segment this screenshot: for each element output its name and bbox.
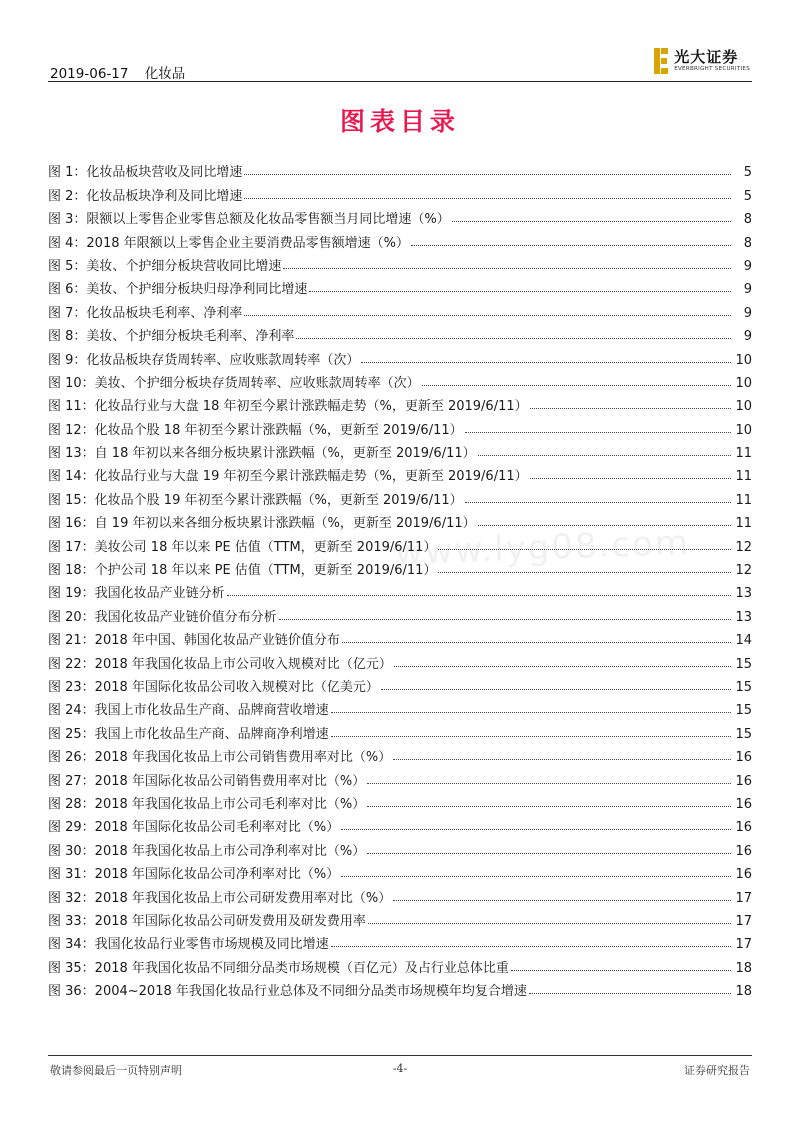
report-sector: 化妆品: [144, 66, 186, 82]
toc-entry[interactable]: [48, 297, 752, 320]
toc-dot-leader: [393, 900, 731, 901]
toc-dot-leader: [393, 759, 731, 760]
toc-dot-leader: [361, 362, 731, 363]
toc-entry-label: 图 24：我国上市化妆品生产商、品牌商营收增速: [48, 703, 329, 719]
toc-entry[interactable]: [48, 906, 752, 929]
toc-entry-label: 图 14：化妆品行业与大盘 19 年初至今累计涨跌幅走势（%，更新至 2019/6/11）: [48, 469, 528, 485]
footer-disclaimer: 敬请参阅最后一页特别声明: [50, 1064, 182, 1077]
toc-dot-leader: [438, 572, 731, 573]
toc-entry[interactable]: [48, 835, 752, 858]
header-info: [50, 62, 197, 82]
toc-entry[interactable]: [48, 157, 752, 180]
toc-dot-leader: [381, 689, 731, 690]
toc-entry-label: 图 30：2018 年我国化妆品上市公司净利率对比（%）: [48, 843, 366, 859]
toc-entry-label: 图 31：2018 年国际化妆品公司净利率对比（%）: [48, 867, 340, 883]
watermark: www.lyg08.com: [394, 522, 691, 574]
toc-entry-page: 18: [735, 960, 752, 976]
toc-entry-label: 图 4：2018 年限额以上零售企业主要消费品零售额增速（%）: [48, 235, 409, 251]
toc-entry-page: 10: [735, 352, 752, 368]
toc-dot-leader: [394, 666, 731, 667]
toc-entry-label: 图 19：我国化妆品产业链分析: [48, 586, 225, 602]
everbright-logo: [654, 48, 750, 74]
toc-entry[interactable]: [48, 929, 752, 952]
toc-entry-page: 16: [735, 820, 752, 836]
toc-dot-leader: [530, 408, 731, 409]
toc-dot-leader: [529, 993, 731, 994]
toc-entry-label: 图 34：我国化妆品行业零售市场规模及同比增速: [48, 937, 329, 953]
toc-dot-leader: [244, 315, 731, 316]
toc-dot-leader: [367, 853, 731, 854]
toc-entry-label: 图 26：2018 年我国化妆品上市公司销售费用率对比（%）: [48, 750, 392, 766]
toc-entry[interactable]: [48, 742, 752, 765]
toc-dot-leader: [283, 268, 731, 269]
toc-entry-page: 17: [735, 937, 752, 953]
toc-entry-page: 8: [743, 235, 752, 251]
toc-entry[interactable]: [48, 578, 752, 601]
toc-entry-page: 11: [735, 516, 752, 532]
toc-entry-label: 图 9：化妆品板块存货周转率、应收账款周转率（次）: [48, 352, 360, 368]
toc-dot-leader: [367, 806, 731, 807]
toc-dot-leader: [511, 970, 731, 971]
toc-dot-leader: [244, 198, 731, 199]
toc-entry-label: 图 8：美妆、个护细分板块毛利率、净利率: [48, 329, 295, 345]
toc-entry-label: 图 7：化妆品板块毛利率、净利率: [48, 305, 243, 321]
toc-entry-page: 10: [735, 375, 752, 391]
toc-entry-label: 图 3：限额以上零售企业零售总额及化妆品零售额当月同比增速（%）: [48, 212, 450, 228]
toc-entry[interactable]: [48, 391, 752, 414]
toc-entry[interactable]: [48, 718, 752, 741]
toc-dot-leader: [331, 946, 731, 947]
toc-entry-label: 图 33：2018 年国际化妆品公司研发费用及研发费用率: [48, 913, 366, 929]
toc-entry[interactable]: [48, 789, 752, 812]
toc-dot-leader: [368, 923, 731, 924]
toc-entry-label: 图 1：化妆品板块营收及同比增速: [48, 165, 243, 181]
logo-mark-icon: [654, 48, 668, 74]
toc-dot-leader: [341, 876, 731, 877]
toc-entry-page: 10: [735, 399, 752, 415]
toc-entry-page: 16: [735, 750, 752, 766]
toc-entry-label: 图 10：美妆、个护细分板块存货周转率、应收账款周转率（次）: [48, 375, 420, 391]
toc-dot-leader: [452, 221, 731, 222]
toc-dot-leader: [341, 829, 731, 830]
toc-entry[interactable]: [48, 484, 752, 507]
toc-entry-page: 10: [735, 422, 752, 438]
logo-english-name: EVERBRIGHT SECURITIES: [674, 66, 750, 72]
page-number: -4-: [392, 1062, 408, 1075]
toc-entry-label: 图 21：2018 年中国、韩国化妆品产业链价值分布: [48, 633, 340, 649]
toc-dot-leader: [227, 595, 731, 596]
toc-entry[interactable]: [48, 251, 752, 274]
toc-entry[interactable]: [48, 414, 752, 437]
toc-dot-leader: [296, 338, 731, 339]
toc-entry-page: 13: [735, 586, 752, 602]
toc-entry-page: 17: [735, 913, 752, 929]
toc-entry-label: 图 18：个护公司 18 年以来 PE 估值（TTM，更新至 2019/6/11）: [48, 563, 437, 579]
toc-entry-label: 图 11：化妆品行业与大盘 18 年初至今累计涨跌幅走势（%，更新至 2019/6/11）: [48, 399, 528, 415]
toc-dot-leader: [465, 502, 731, 503]
toc-entry-label: 图 17：美妆公司 18 年以来 PE 估值（TTM，更新至 2019/6/11）: [48, 539, 437, 555]
toc-entry[interactable]: [48, 227, 752, 250]
page-footer: [48, 1062, 752, 1080]
toc-entry[interactable]: [48, 859, 752, 882]
toc-entry[interactable]: [48, 274, 752, 297]
toc-entry[interactable]: [48, 180, 752, 203]
toc-entry[interactable]: [48, 508, 752, 531]
toc-entry[interactable]: [48, 625, 752, 648]
toc-entry[interactable]: [48, 601, 752, 624]
toc-dot-leader: [331, 712, 731, 713]
toc-entry-label: 图 23：2018 年国际化妆品公司收入规模对比（亿美元）: [48, 679, 379, 695]
toc-entry-label: 图 29：2018 年国际化妆品公司毛利率对比（%）: [48, 820, 340, 836]
toc-entry[interactable]: [48, 648, 752, 671]
toc-entry-page: 9: [743, 258, 752, 274]
toc-entry[interactable]: [48, 344, 752, 367]
toc-entry[interactable]: [48, 461, 752, 484]
toc-dot-leader: [411, 245, 731, 246]
toc-dot-leader: [309, 291, 731, 292]
toc-entry-page: 12: [735, 563, 752, 579]
toc-entry-page: 16: [735, 867, 752, 883]
toc-entry[interactable]: [48, 812, 752, 835]
toc-entry-label: 图 35：2018 年我国化妆品不同细分品类市场规模（百亿元）及占行业总体比重: [48, 960, 509, 976]
toc-entry-page: 15: [735, 679, 752, 695]
toc-entry-page: 18: [735, 984, 752, 1000]
toc-entry-page: 5: [743, 188, 752, 204]
toc-entry-label: 图 25：我国上市化妆品生产商、品牌商净利增速: [48, 726, 329, 742]
toc-entry-label: 图 5：美妆、个护细分板块营收同比增速: [48, 258, 282, 274]
logo-chinese-name: 光大证券: [674, 48, 739, 66]
toc-entry-page: 15: [735, 703, 752, 719]
toc-entry-page: 5: [743, 165, 752, 181]
toc-entry-label: 图 12：化妆品个股 18 年初至今累计涨跌幅（%，更新至 2019/6/11）: [48, 422, 463, 438]
page-header: [48, 44, 752, 82]
toc-dot-leader: [422, 385, 731, 386]
toc-entry[interactable]: [48, 531, 752, 554]
toc-entry-label: 图 16：自 19 年初以来各细分板块累计涨跌幅（%，更新至 2019/6/11）: [48, 516, 476, 532]
header-divider: [48, 81, 752, 82]
toc-entry-page: 16: [735, 843, 752, 859]
toc-entry[interactable]: [48, 952, 752, 975]
toc-entry-label: 图 32：2018 年我国化妆品上市公司研发费用率对比（%）: [48, 890, 392, 906]
toc-dot-leader: [438, 549, 731, 550]
toc-entry-page: 9: [743, 282, 752, 298]
toc-entry[interactable]: [48, 368, 752, 391]
toc-entry-label: 图 28：2018 年我国化妆品上市公司毛利率对比（%）: [48, 796, 366, 812]
toc-entry[interactable]: [48, 555, 752, 578]
toc-dot-leader: [367, 783, 731, 784]
toc-entry-page: 9: [743, 329, 752, 345]
toc-entry[interactable]: [48, 695, 752, 718]
toc-entry-page: 8: [743, 212, 752, 228]
footer-divider: [48, 1055, 752, 1056]
toc-entry[interactable]: [48, 438, 752, 461]
page-title: 图表目录: [339, 107, 460, 136]
toc-entry-label: 图 2：化妆品板块净利及同比增速: [48, 188, 243, 204]
toc-entry-page: 16: [735, 773, 752, 789]
toc-entry-label: 图 36：2004~2018 年我国化妆品行业总体及不同细分品类市场规模年均复合增速: [48, 984, 527, 1000]
toc-dot-leader: [244, 174, 731, 175]
toc-entry[interactable]: [48, 765, 752, 788]
toc-entry-label: 图 6：美妆、个护细分板块归母净利同比增速: [48, 282, 308, 298]
toc-entry-label: 图 15：化妆品个股 19 年初至今累计涨跌幅（%，更新至 2019/6/11）: [48, 492, 463, 508]
toc-entry-page: 15: [735, 726, 752, 742]
toc-entry-page: 12: [735, 539, 752, 555]
toc-entry-label: 图 20：我国化妆品产业链价值分布分析: [48, 609, 277, 625]
toc-entry-page: 11: [735, 469, 752, 485]
toc-entry[interactable]: [48, 321, 752, 344]
toc-dot-leader: [530, 478, 731, 479]
toc-entry-page: 17: [735, 890, 752, 906]
toc-entry-page: 15: [735, 656, 752, 672]
toc-entry-page: 11: [735, 492, 752, 508]
toc-dot-leader: [342, 642, 731, 643]
footer-report-type: 证券研究报告: [684, 1064, 750, 1077]
toc-dot-leader: [478, 455, 731, 456]
toc-entry-page: 13: [735, 609, 752, 625]
toc-entry[interactable]: [48, 882, 752, 905]
toc-entry-label: 图 27：2018 年国际化妆品公司销售费用率对比（%）: [48, 773, 366, 789]
toc-entry-label: 图 22：2018 年我国化妆品上市公司收入规模对比（亿元）: [48, 656, 392, 672]
toc-entry-label: 图 13：自 18 年初以来各细分板块累计涨跌幅（%，更新至 2019/6/11）: [48, 446, 476, 462]
toc-dot-leader: [279, 619, 731, 620]
toc-dot-leader: [478, 525, 731, 526]
toc-dot-leader: [331, 736, 731, 737]
toc-entry-page: 11: [735, 446, 752, 462]
toc-entry[interactable]: [48, 976, 752, 999]
toc-entry-page: 9: [743, 305, 752, 321]
toc-entry-page: 16: [735, 796, 752, 812]
report-date: 2019-06-17: [50, 66, 129, 82]
toc-entry[interactable]: [48, 204, 752, 227]
toc-dot-leader: [465, 432, 731, 433]
table-of-figures: [48, 157, 752, 999]
toc-entry-page: 14: [735, 633, 752, 649]
toc-entry[interactable]: [48, 672, 752, 695]
